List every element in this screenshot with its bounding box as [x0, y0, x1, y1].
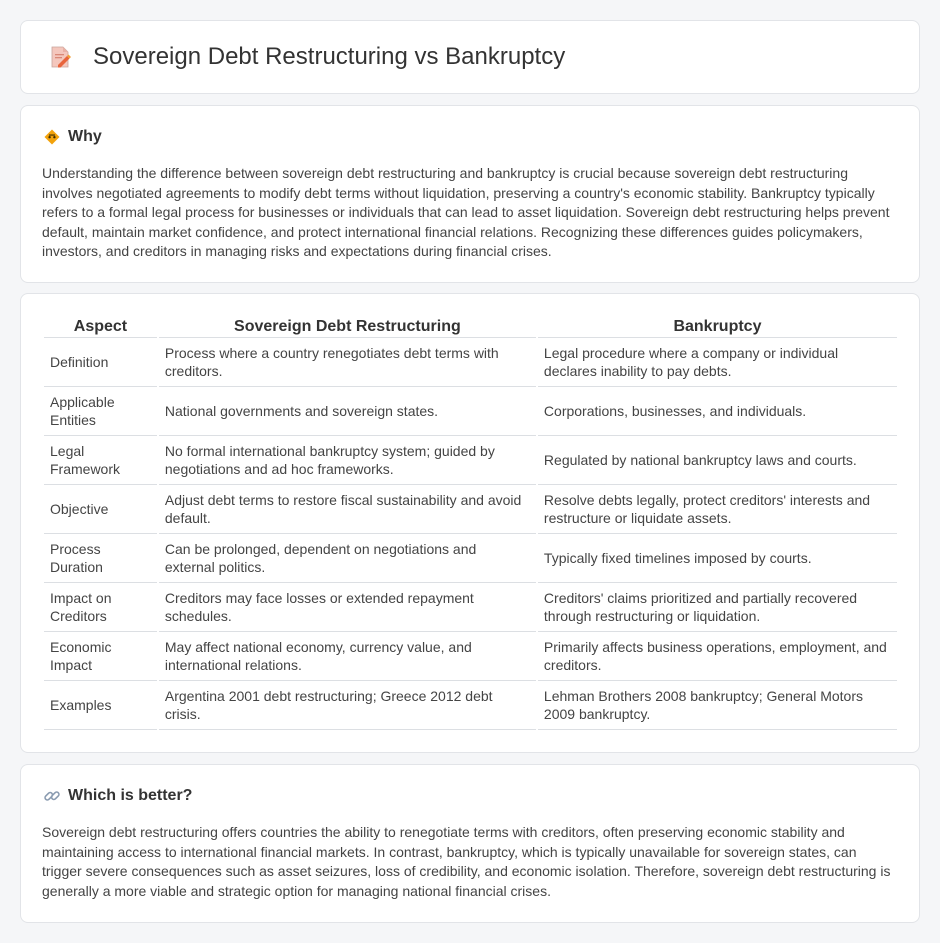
cell-aspect: Applicable Entities	[44, 387, 157, 436]
cell-sovereign: No formal international bankruptcy system; guided by negotiations and ad hoc frameworks.	[159, 436, 536, 485]
link-icon	[43, 787, 61, 805]
header-sovereign: Sovereign Debt Restructuring	[159, 315, 536, 338]
cell-bankruptcy: Legal procedure where a company or individual declares inability to pay debts.	[538, 338, 897, 387]
cell-aspect: Process Duration	[44, 534, 157, 583]
cell-sovereign: Process where a country renegotiates debt terms with creditors.	[159, 338, 536, 387]
header-bankruptcy: Bankruptcy	[538, 315, 897, 338]
table-row	[44, 632, 897, 681]
cell-sovereign: Can be prolonged, dependent on negotiations and external politics.	[159, 534, 536, 583]
cell-bankruptcy: Lehman Brothers 2008 bankruptcy; General Motors 2009 bankruptcy.	[538, 681, 897, 730]
cell-bankruptcy: Corporations, businesses, and individuals.	[538, 387, 897, 436]
cell-aspect: Examples	[44, 681, 157, 730]
comparison-card	[20, 293, 920, 753]
cell-sovereign: Adjust debt terms to restore fiscal sustainability and avoid default.	[159, 485, 536, 534]
table-row	[44, 436, 897, 485]
cell-bankruptcy: Regulated by national bankruptcy laws and courts.	[538, 436, 897, 485]
which-better-text: Sovereign debt restructuring offers countries the ability to renegotiate terms with creditors, often preserving economic stability and maintaining access to international financial markets. In contrast, bankruptcy, which is typically unavailable for sovereign states, can trigger severe consequences such as asset seizures, loss of credibility, and economic isolation. Therefore, sovereign debt restructuring is generally a more viable and strategic option for managing national financial crises.	[42, 824, 891, 899]
cell-aspect: Legal Framework	[44, 436, 157, 485]
cell-bankruptcy: Typically fixed timelines imposed by courts.	[538, 534, 897, 583]
header-aspect: Aspect	[44, 315, 157, 338]
cell-aspect: Objective	[44, 485, 157, 534]
document-pencil-icon	[47, 44, 73, 70]
cell-aspect: Economic Impact	[44, 632, 157, 681]
which-better-section	[20, 764, 920, 923]
which-better-heading: Which is better?	[68, 787, 193, 804]
cell-aspect: Definition	[44, 338, 157, 387]
table-row	[44, 485, 897, 534]
why-heading: Why	[68, 128, 102, 145]
table-row	[44, 681, 897, 730]
why-header	[43, 128, 102, 146]
cell-sovereign: Argentina 2001 debt restructuring; Greece 2012 debt crisis.	[159, 681, 536, 730]
cell-aspect: Impact on Creditors	[44, 583, 157, 632]
cell-bankruptcy: Resolve debts legally, protect creditors' interests and restructure or liquidate assets.	[538, 485, 897, 534]
table-row	[44, 387, 897, 436]
title-card	[20, 20, 920, 94]
cell-sovereign: Creditors may face losses or extended repayment schedules.	[159, 583, 536, 632]
why-text: Understanding the difference between sovereign debt restructuring and bankruptcy is crucial because sovereign debt restructuring involves negotiated agreements to modify debt terms without liquidation, preserving a country's economic stability. Bankruptcy typically refers to a formal legal process for businesses or individuals that can lead to asset liquidation. Sovereign debt restructuring helps prevent default, maintain market confidence, and protect international financial relations. Recognizing these differences guides policymakers, investors, and creditors in managing risks and expectations during financial crises.	[42, 165, 890, 260]
cell-sovereign: National governments and sovereign states.	[159, 387, 536, 436]
table-row	[44, 583, 897, 632]
cell-bankruptcy: Primarily affects business operations, employment, and creditors.	[538, 632, 897, 681]
cell-bankruptcy: Creditors' claims prioritized and partially recovered through restructuring or liquidation.	[538, 583, 897, 632]
which-better-header	[43, 787, 192, 805]
page-title: Sovereign Debt Restructuring vs Bankruptcy	[93, 43, 566, 70]
cell-sovereign: May affect national economy, currency value, and international relations.	[159, 632, 536, 681]
warning-diamond-icon	[43, 128, 61, 146]
comparison-table	[42, 315, 899, 730]
table-row	[44, 338, 897, 387]
table-header-row	[44, 315, 897, 338]
table-row	[44, 534, 897, 583]
why-section	[20, 105, 920, 283]
